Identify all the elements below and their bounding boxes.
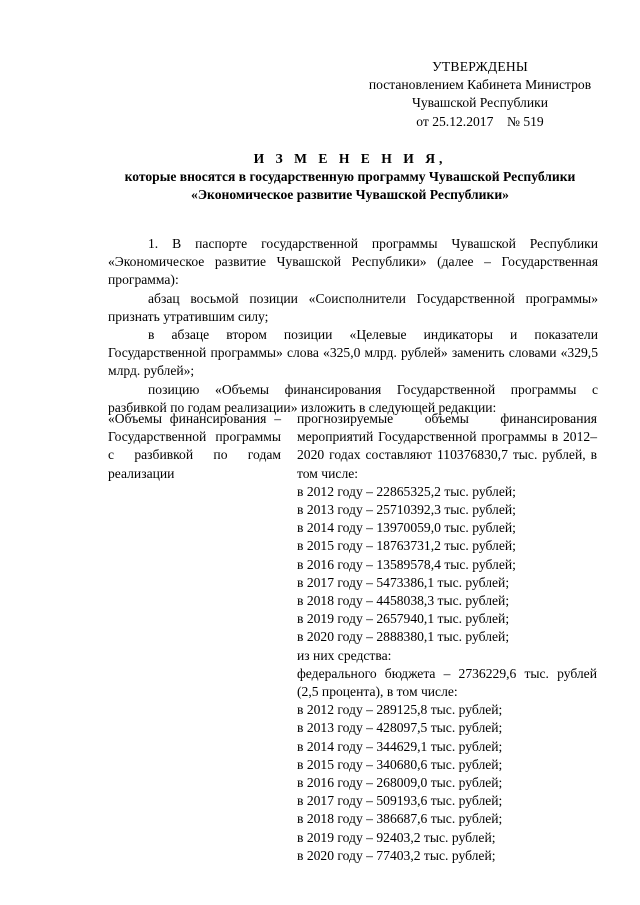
total-year-2014: в 2014 году – 13970059,0 тыс. рублей; <box>297 520 516 536</box>
total-year-2012: в 2012 году – 22865325,2 тыс. рублей; <box>297 483 516 499</box>
federal-year-2017: в 2017 году – 509193,6 тыс. рублей; <box>297 793 503 809</box>
paragraph-2: абзац восьмой позиции «Соисполнители Государственной программы» признать утратившим силу; <box>108 290 598 324</box>
document-body <box>108 235 598 417</box>
federal-year-2015: в 2015 году – 340680,6 тыс. рублей; <box>297 756 503 772</box>
paragraph-1: 1. В паспорте государственной программы Чувашской Республики «Экономическое развитие Чувашской Республики» (далее – Государственная программа): <box>108 236 598 288</box>
sources-label: из них средства: <box>297 647 392 663</box>
total-year-2013: в 2013 году – 25710392,3 тыс. рублей; <box>297 502 516 518</box>
federal-year-2019: в 2019 году – 92403,2 тыс. рублей; <box>297 829 496 845</box>
federal-year-2016: в 2016 году – 268009,0 тыс. рублей; <box>297 775 503 791</box>
paragraph-4: позицию «Объемы финансирования Государственной программы с разбивкой по годам реализации» изложить в следующей редакции: <box>108 381 598 415</box>
federal-budget-line: федерального бюджета – 2736229,6 тыс. рублей (2,5 процента), в том числе: <box>297 665 597 700</box>
federal-year-2013: в 2013 году – 428097,5 тыс. рублей; <box>297 720 503 736</box>
table-left-cell: «Объемы финансирования – Государственной программы с разбивкой по годам реализации <box>108 411 281 481</box>
heading-line-2: «Экономическое развитие Чувашской Республики» <box>191 187 509 203</box>
approval-line-3: от 25.12.2017 № 519 <box>416 113 544 129</box>
heading-line-1: которые вносятся в государственную программу Чувашской Республики <box>124 169 576 185</box>
federal-year-2020: в 2020 году – 77403,2 тыс. рублей; <box>297 847 496 863</box>
approval-line-2: Чувашской Республики <box>412 95 548 111</box>
approval-block <box>360 58 600 131</box>
financing-lead: прогнозируемые объемы финансирования мероприятий Государственной программы в 2012–2020 годах составляют 110376830,7 тыс. рублей, в том числе: <box>297 411 597 481</box>
federal-year-2012: в 2012 году – 289125,8 тыс. рублей; <box>297 702 503 718</box>
heading-title: И З М Е Н Е Н И Я, <box>253 151 447 166</box>
financing-table <box>108 410 598 865</box>
paragraph-3: в абзаце втором позиции «Целевые индикаторы и показатели Государственной программы» слова «325,0 млрд. рублей» заменить словами «329,5 млрд. рублей»; <box>108 327 598 379</box>
document-heading <box>90 150 610 205</box>
total-year-2017: в 2017 году – 5473386,1 тыс. рублей; <box>297 574 510 590</box>
approval-title: УТВЕРЖДЕНЫ <box>432 59 528 74</box>
total-year-2020: в 2020 году – 2888380,1 тыс. рублей; <box>297 629 510 645</box>
federal-year-2018: в 2018 году – 386687,6 тыс. рублей; <box>297 811 503 827</box>
table-right-cell <box>297 410 597 865</box>
federal-year-2014: в 2014 году – 344629,1 тыс. рублей; <box>297 738 503 754</box>
total-year-2018: в 2018 году – 4458038,3 тыс. рублей; <box>297 593 510 609</box>
total-year-2019: в 2019 году – 2657940,1 тыс. рублей; <box>297 611 510 627</box>
approval-line-1: постановлением Кабинета Министров <box>368 77 592 93</box>
total-year-2016: в 2016 году – 13589578,4 тыс. рублей; <box>297 556 516 572</box>
total-year-2015: в 2015 году – 18763731,2 тыс. рублей; <box>297 538 516 554</box>
